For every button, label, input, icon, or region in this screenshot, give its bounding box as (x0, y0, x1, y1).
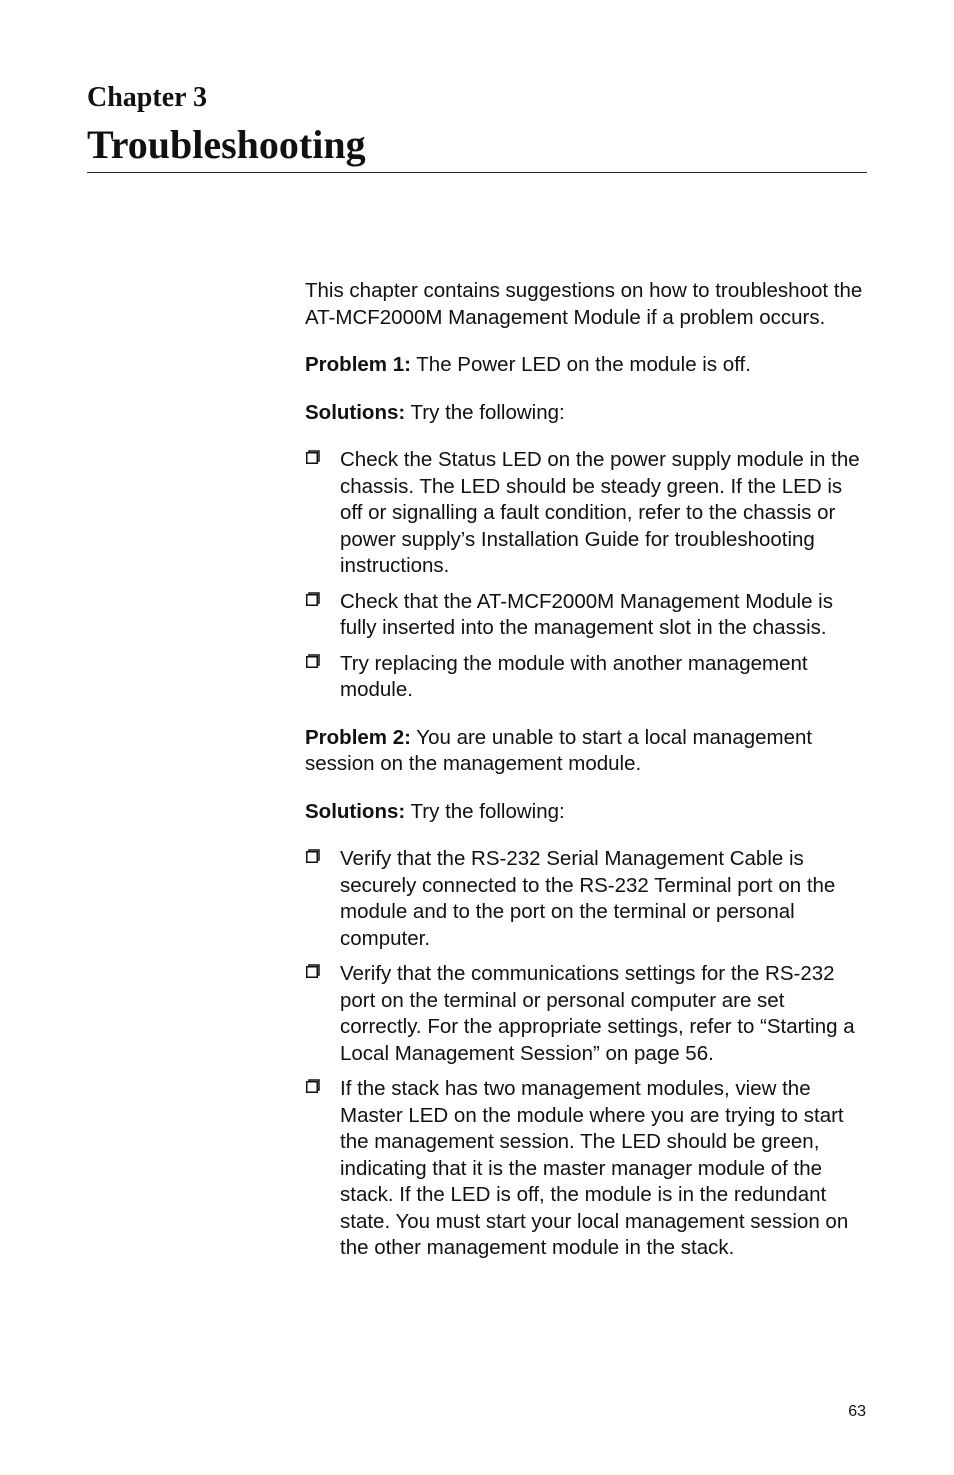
chapter-body (305, 278, 865, 1283)
problem-1 (305, 352, 865, 379)
problem-2-solution-list (305, 846, 865, 1262)
checkbox-square-icon (306, 849, 320, 863)
title-rule (87, 172, 867, 173)
solutions-text: Try the following: (405, 799, 565, 823)
problem-1-solutions (305, 400, 865, 427)
problem-2-heading: Problem 2: (305, 725, 411, 749)
list-item (305, 1076, 865, 1262)
list-item-text: Check that the AT-MCF2000M Management Module is fully inserted into the management slot in the chassis. (340, 589, 833, 639)
checkbox-square-icon (306, 964, 320, 978)
problem-1-heading: Problem 1: (305, 353, 411, 376)
page-number: 63 (848, 1403, 866, 1420)
list-item-text: Try replacing the module with another management module. (340, 651, 808, 701)
list-item (305, 961, 865, 1067)
solutions-heading: Solutions: (305, 799, 406, 823)
problem-2 (305, 725, 865, 778)
list-item-text: Verify that the RS-232 Serial Management Cable is securely connected to the RS-232 Terminal port on the module and to the port on the terminal or personal computer. (340, 847, 836, 950)
checkbox-square-icon (306, 450, 320, 464)
chapter-title: Troubleshooting (87, 122, 366, 167)
list-item-text: If the stack has two management modules, view the Master LED on the module where you are trying to start the management session. The LED should be green, indicating that it is the master manager module of the stack. If the LED is off, the module is in the redundant state. You must start your local management session on the other management module in the stack. (340, 1077, 849, 1259)
problem-2-solutions (305, 799, 865, 826)
problem-2-text: You are unable to start a local management session on the management module. (305, 725, 813, 775)
list-item (305, 447, 865, 580)
list-item (305, 589, 865, 642)
solutions-text: Try the following: (405, 400, 565, 424)
checkbox-square-icon (306, 654, 320, 668)
checkbox-square-icon (306, 1079, 320, 1093)
solutions-heading: Solutions: (305, 400, 406, 424)
list-item-text: Check the Status LED on the power supply module in the chassis. The LED should be steady green. If the LED is off or signalling a fault condition, refer to the chassis or power supply’s Installation Guide for troubleshooting instructions. (340, 448, 860, 577)
problem-1-solution-list (305, 447, 865, 704)
checkbox-square-icon (306, 592, 320, 606)
problem-1-text: The Power LED on the module is off. (410, 353, 751, 376)
intro-paragraph: This chapter contains suggestions on how to troubleshoot the AT-MCF2000M Management Module if a problem occurs. (305, 279, 863, 329)
list-item (305, 651, 865, 704)
chapter-label: Chapter 3 (87, 82, 208, 113)
list-item (305, 846, 865, 952)
list-item-text: Verify that the communications settings for the RS-232 port on the terminal or personal computer are set correctly. For the appropriate settings, refer to “Starting a Local Management Session” on page 56. (340, 962, 855, 1065)
